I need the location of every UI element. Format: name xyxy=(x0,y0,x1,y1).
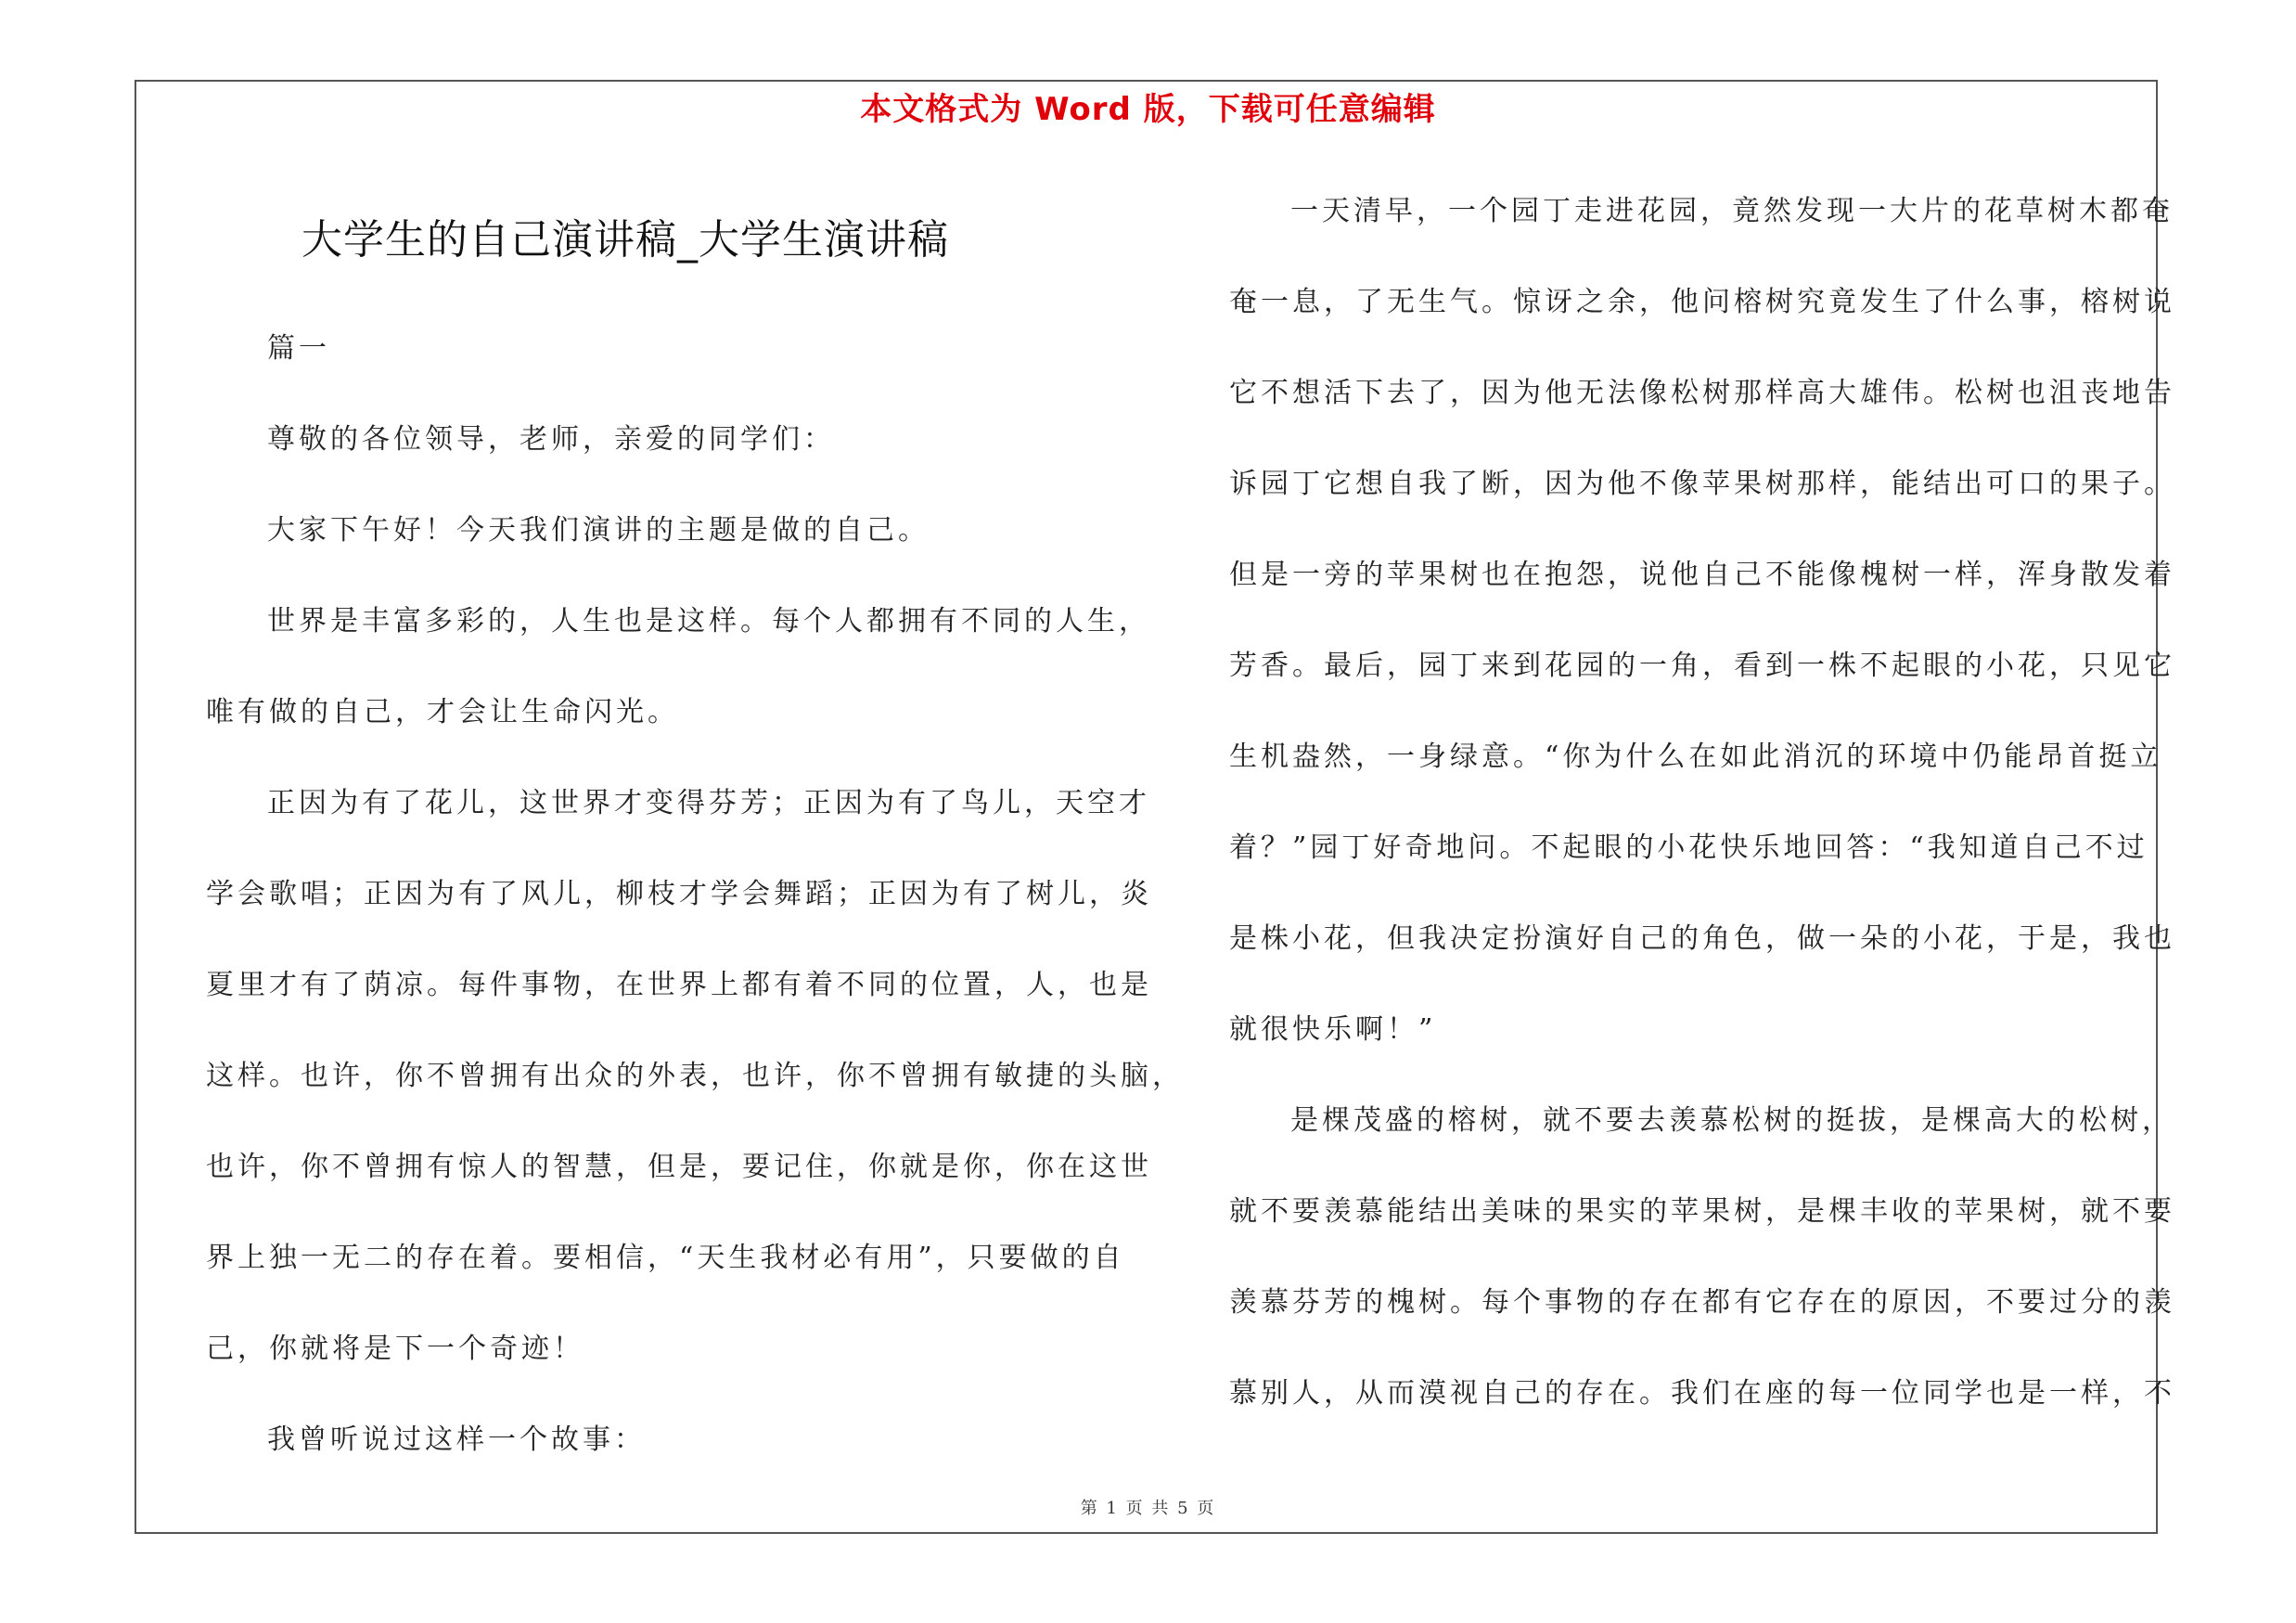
text-line: 己，你就将是下一个奇迹！ xyxy=(206,1333,584,1365)
text-line: 就很快乐啊！” xyxy=(1229,1013,1437,1046)
text-line: 夏里才有了荫凉。每件事物，在世界上都有着不同的位置，人，也是 xyxy=(206,969,1152,1001)
text-line: 就不要羡慕能结出美味的果实的苹果树，是棵丰收的苹果树，就不要 xyxy=(1229,1195,2175,1228)
text-line: 一天清早，一个园丁走进花园，竟然发现一大片的花草树木都奄 xyxy=(1290,195,2174,227)
text-line: 但是一旁的苹果树也在抱怨，说他自己不能像槐树一样，浑身散发着 xyxy=(1229,559,2175,591)
text-line: 羡慕芬芳的槐树。每个事物的存在都有它存在的原因，不要过分的羡 xyxy=(1229,1286,2175,1319)
text-line: 篇一 xyxy=(267,332,330,365)
text-line: 唯有做的自己，才会让生命闪光。 xyxy=(206,696,679,728)
text-line: 慕别人，从而漠视自己的存在。我们在座的每一位同学也是一样，不 xyxy=(1229,1377,2175,1410)
text-line: 世界是丰富多彩的，人生也是这样。每个人都拥有不同的人生， xyxy=(267,605,1150,638)
text-line: 界上独一无二的存在着。要相信，“天生我材必有用”，只要做的自 xyxy=(206,1242,1125,1274)
text-line: 也许，你不曾拥有惊人的智慧，但是，要记住，你就是你，你在这世 xyxy=(206,1151,1152,1183)
word-format-banner: 本文格式为 Word 版，下载可任意编辑 xyxy=(860,91,1436,128)
text-line: 是株小花，但我决定扮演好自己的角色，做一朵的小花，于是，我也 xyxy=(1229,922,2175,955)
text-line: 着？”园丁好奇地问。不起眼的小花快乐地回答：“我知道自己不过 xyxy=(1229,831,2148,864)
page-footer: 第 1 页 共 5 页 xyxy=(1080,1499,1216,1518)
text-line: 这样。也许，你不曾拥有出众的外表，也许，你不曾拥有敏捷的头脑， xyxy=(206,1060,1184,1092)
text-line: 正因为有了花儿，这世界才变得芬芳；正因为有了鸟儿，天空才 xyxy=(267,787,1150,819)
document-title: 大学生的自己演讲稿_大学生演讲稿 xyxy=(301,216,949,264)
text-line: 我曾听说过这样一个故事： xyxy=(267,1423,646,1456)
text-line: 大家下午好！今天我们演讲的主题是做的自己。 xyxy=(267,514,930,547)
text-line: 学会歌唱；正因为有了风儿，柳枝才学会舞蹈；正因为有了树儿，炎 xyxy=(206,878,1152,910)
text-line: 奄一息，了无生气。惊讶之余，他问榕树究竟发生了什么事，榕树说 xyxy=(1229,286,2175,318)
text-line: 诉园丁它想自我了断，因为他不像苹果树那样，能结出可口的果子。 xyxy=(1229,468,2175,500)
text-line: 芳香。最后，园丁来到花园的一角，看到一株不起眼的小花，只见它 xyxy=(1229,650,2175,682)
text-line: 生机盎然，一身绿意。“你为什么在如此消沉的环境中仍能昂首挺立 xyxy=(1229,741,2162,773)
text-line: 它不想活下去了，因为他无法像松树那样高大雄伟。松树也沮丧地告 xyxy=(1229,377,2175,409)
text-line: 尊敬的各位领导，老师，亲爱的同学们： xyxy=(267,423,835,456)
text-line: 是棵茂盛的榕树，就不要去羡慕松树的挺拔，是棵高大的松树， xyxy=(1290,1104,2174,1137)
